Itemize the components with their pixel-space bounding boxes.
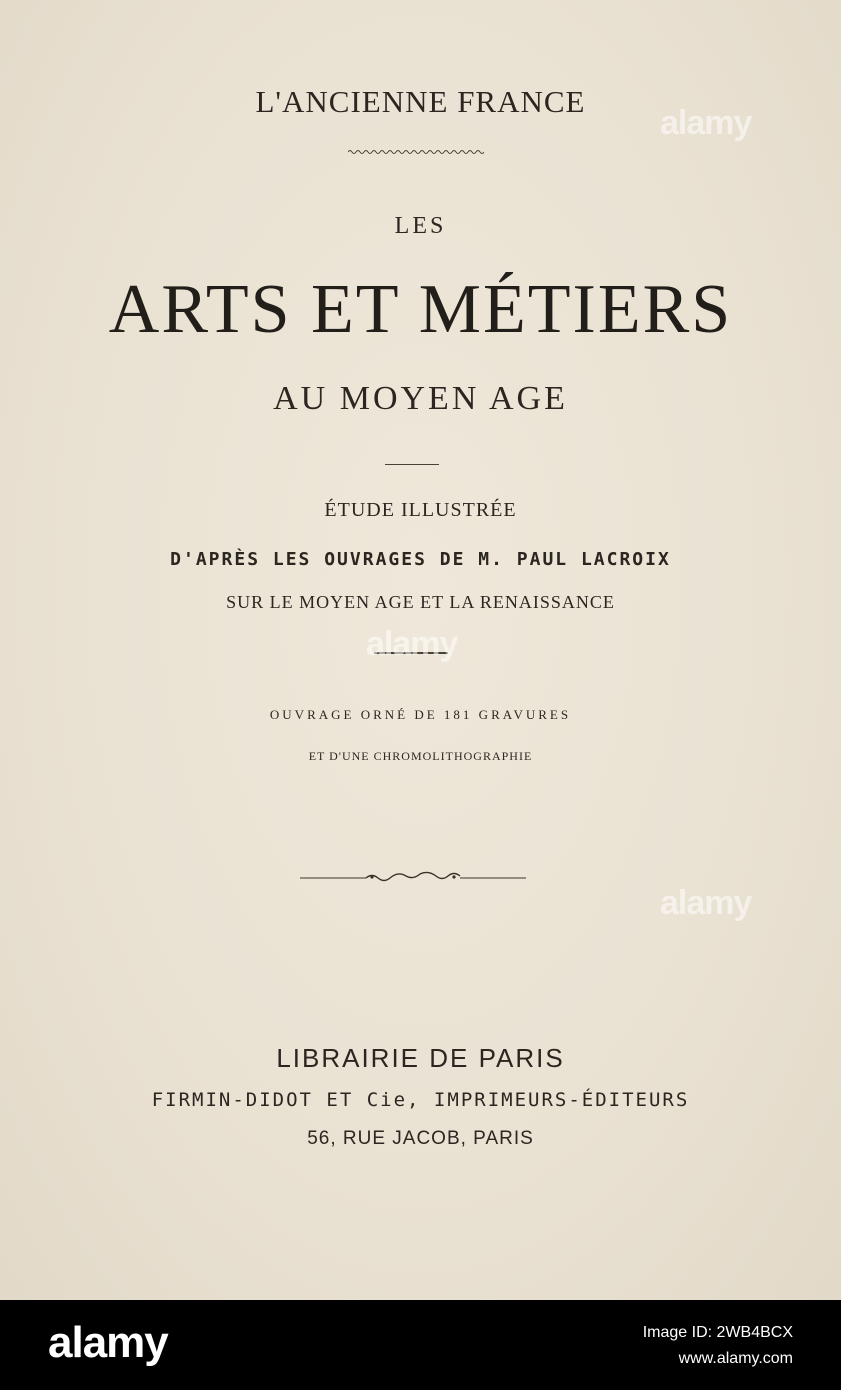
site-url: www.alamy.com [678,1350,793,1367]
etude-line: ÉTUDE ILLUSTRÉE [324,499,517,521]
ornament-icon [300,870,526,886]
printer-line: FIRMIN-DIDOT ET Cie, IMPRIMEURS-ÉDITEURS [151,1089,690,1111]
wavy-rule [348,148,484,156]
short-rule-1 [385,464,439,465]
publisher-name: LIBRAIRIE DE PARIS [276,1043,565,1073]
renaissance-line: SUR LE MOYEN AGE ET LA RENAISSANCE [226,592,615,612]
image-id: Image ID: 2WB4BCX [642,1324,793,1341]
series-title: L'ANCIENNE FRANCE [255,84,586,119]
watermark: alamy [660,884,752,922]
footer-logo: alamy [48,1318,168,1367]
les-heading: LES [394,213,447,239]
author-line: D'APRÈS LES OUVRAGES DE M. PAUL LACROIX [170,549,671,570]
stock-footer [0,1300,841,1390]
footer-reference [643,1320,793,1372]
publisher-address: 56, RUE JACOB, PARIS [307,1128,534,1149]
watermark: alamy [366,625,458,663]
watermark: alamy [660,104,752,142]
subtitle: AU MOYEN AGE [273,380,568,417]
chromo-line: ET D'UNE CHROMOLITHOGRAPHIE [308,749,533,763]
gravures-line: OUVRAGE ORNÉ DE 181 GRAVURES [269,707,572,722]
main-title: ARTS ET MÉTIERS [108,271,733,348]
